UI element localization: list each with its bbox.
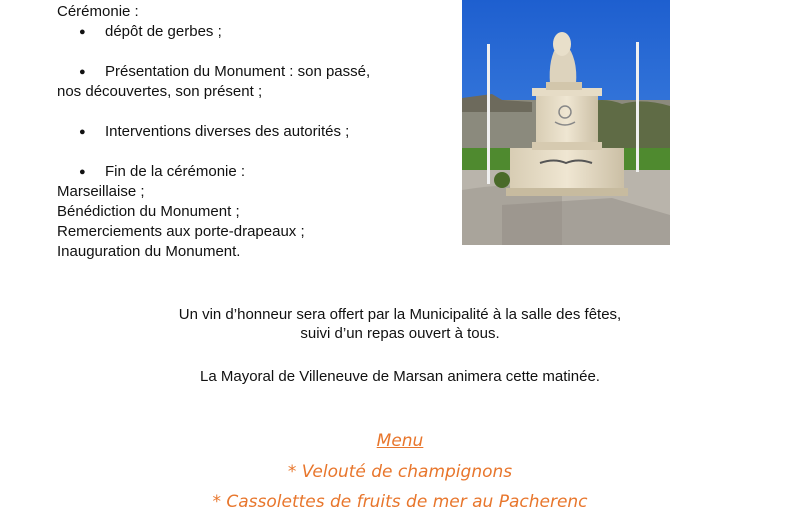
program-item: ● Interventions diverses des autorités ; (57, 122, 447, 142)
reception-line-2: suivi d’un repas ouvert à tous. (300, 325, 500, 342)
bullet-icon: ● (79, 26, 86, 38)
reception-line-1: Un vin d’honneur sera offert par la Municipalité à la salle des fêtes, (178, 306, 622, 323)
program-item: ● Présentation du Monument : son passé, (57, 62, 447, 82)
music-line: La Mayoral de Villeneuve de Marsan animera cette matinée. (200, 368, 600, 385)
menu-section (0, 429, 800, 517)
monument-photo (462, 0, 670, 245)
program-item-continuation: Bénédiction du Monument ; (57, 203, 240, 220)
ceremony-program (57, 2, 447, 262)
menu-item: * Cassolettes de fruits de mer au Pacherenc (212, 492, 588, 512)
program-item-continuation: Inauguration du Monument. (57, 243, 241, 260)
music-note (0, 367, 800, 386)
program-item-continuation: Marseillaise ; (57, 183, 145, 200)
program-item: ● Fin de la cérémonie : (57, 162, 447, 182)
menu-item: * Velouté de champignons (287, 462, 513, 482)
program-item: ● dépôt de gerbes ; (57, 22, 447, 42)
program-item-continuation: nos découvertes, son présent ; (57, 83, 263, 100)
bullet-icon: ● (79, 66, 86, 78)
reception-note (0, 305, 800, 343)
program-item-continuation: Remerciements aux porte-drapeaux ; (57, 223, 305, 240)
menu-title: Menu (376, 431, 424, 451)
bullet-icon: ● (79, 166, 86, 178)
program-intro: Cérémonie : (57, 3, 139, 20)
bullet-icon: ● (79, 126, 86, 138)
